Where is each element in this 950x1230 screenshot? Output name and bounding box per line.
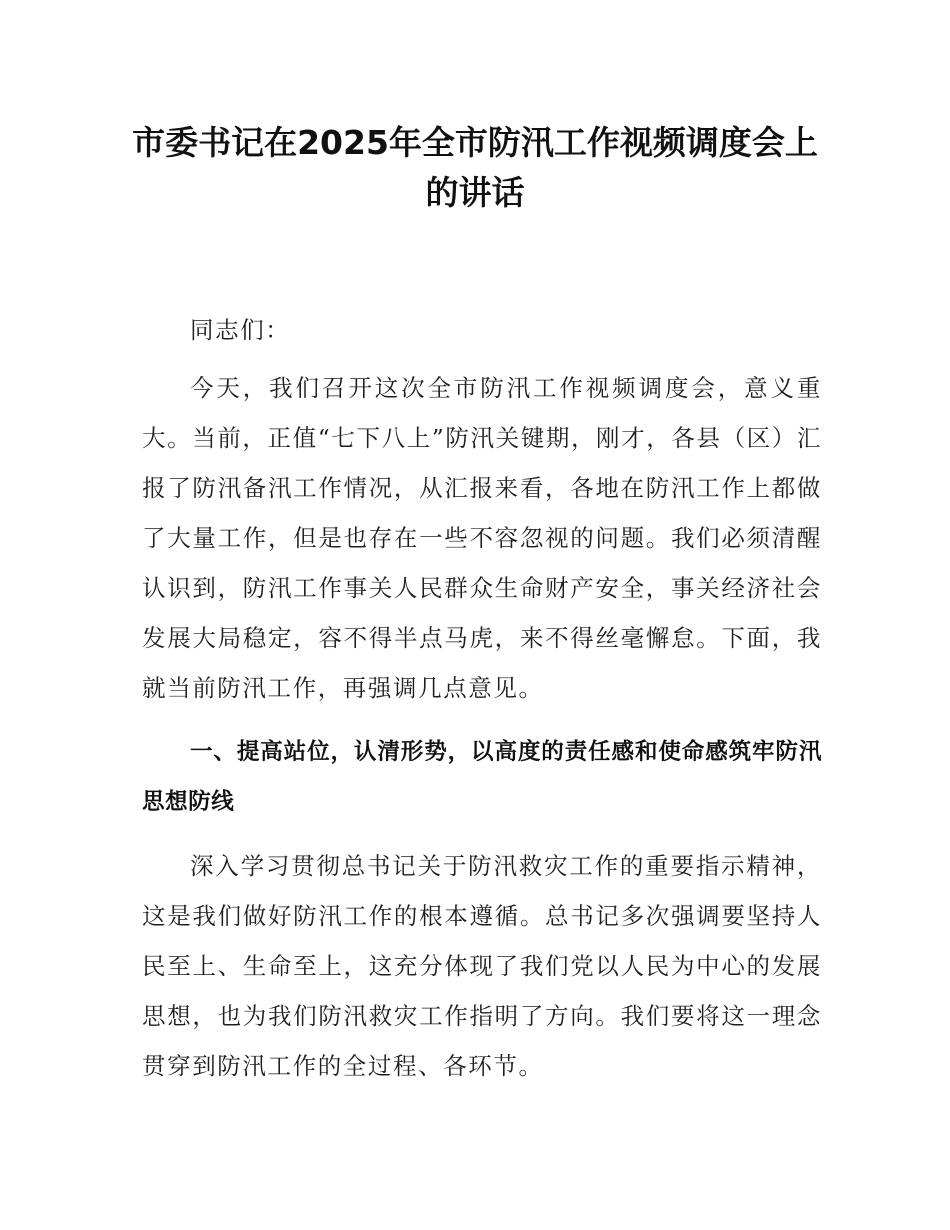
section-heading-1: 一、提高站位，认清形势，以高度的责任感和使命感筑牢防汛思想防线	[142, 739, 822, 815]
paragraph-section-1: 深入学习贯彻总书记关于防汛救灾工作的重要指示精神，这是我们做好防汛工作的根本遵循。总书记多次强调要坚持人民至上、生命至上，这充分体现了我们党以人民为中心的发展思想，也为我们防汛救灾工作指明了方向。我们要将这一理念贯穿到防汛工作的全过程、各环节。	[142, 852, 822, 1080]
paragraph-intro: 今天，我们召开这次全市防汛工作视频调度会，意义重大。当前，正值“七下八上”防汛关键期，刚才，各县（区）汇报了防汛备汛工作情况，从汇报来看，各地在防汛工作上都做了大量工作，但是也存在一些不容忽视的问题。我们必须清醒认识到，防汛工作事关人民群众生命财产安全，事关经济社会发展大局稳定，容不得半点马虎，来不得丝毫懈怠。下面，我就当前防汛工作，再强调几点意见。	[142, 374, 822, 702]
document-title: 市委书记在2025年全市防汛工作视频调度会上的讲话	[132, 123, 818, 212]
salutation: 同志们：	[190, 316, 291, 344]
